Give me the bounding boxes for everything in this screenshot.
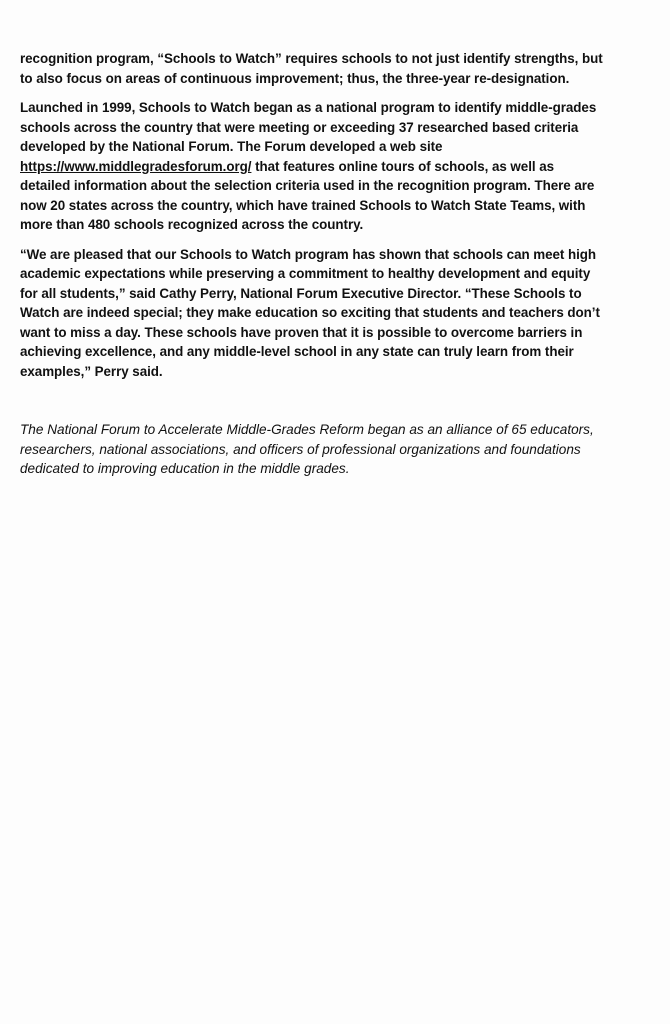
text-line: detailed information about the selection criteria used in the recognition program. There are [20, 178, 595, 193]
document-body [20, 49, 650, 479]
paragraph-launched-1999 [20, 98, 650, 235]
text-line: Launched in 1999, Schools to Watch began as a national program to identify middle-grades [20, 100, 597, 115]
website-link[interactable]: https://www.middlegradesforum.org/ [20, 158, 252, 174]
text-line-with-link [20, 157, 650, 177]
text-line: achieving excellence, and any middle-level school in any state can truly learn from their [20, 344, 574, 359]
text-line: developed by the National Forum. The Forum developed a web site [20, 139, 443, 154]
text-after-link: that features online tours of schools, as well as [251, 158, 555, 174]
text-line: schools across the country that were meeting or exceeding 37 researched based criteria [20, 119, 579, 135]
text-line: “We are pleased that our Schools to Watch program has shown that schools can meet high [20, 246, 597, 262]
text-line: Watch are indeed special; they make education so exciting that students and teachers don’t [20, 305, 600, 320]
paragraph-quote-cathy-perry [20, 245, 650, 382]
text-line: recognition program, “Schools to Watch” requires schools to not just identify strengths, but [20, 51, 603, 66]
text-line: for all students,” said Cathy Perry, National Forum Executive Director. “These Schools to [20, 285, 582, 301]
text-line: researchers, national associations, and officers of professional organizations and foundations [20, 441, 581, 457]
text-line: to also focus on areas of continuous improvement; thus, the three-year re-designation. [20, 70, 570, 86]
text-line: examples,” Perry said. [20, 363, 163, 379]
text-line: more than 480 schools recognized across the country. [20, 217, 364, 232]
text-line: want to miss a day. These schools have proven that it is possible to overcome barriers in [20, 324, 583, 340]
text-line: now 20 states across the country, which have trained Schools to Watch State Teams, with [20, 197, 586, 213]
text-line: dedicated to improving education in the middle grades. [20, 461, 350, 476]
paragraph-recognition-program [20, 49, 650, 88]
text-line: academic expectations while preserving a commitment to healthy development and equity [20, 266, 591, 281]
footer-note-about-forum [20, 420, 650, 479]
text-line: The National Forum to Accelerate Middle-Grades Reform began as an alliance of 65 educators, [20, 422, 594, 437]
